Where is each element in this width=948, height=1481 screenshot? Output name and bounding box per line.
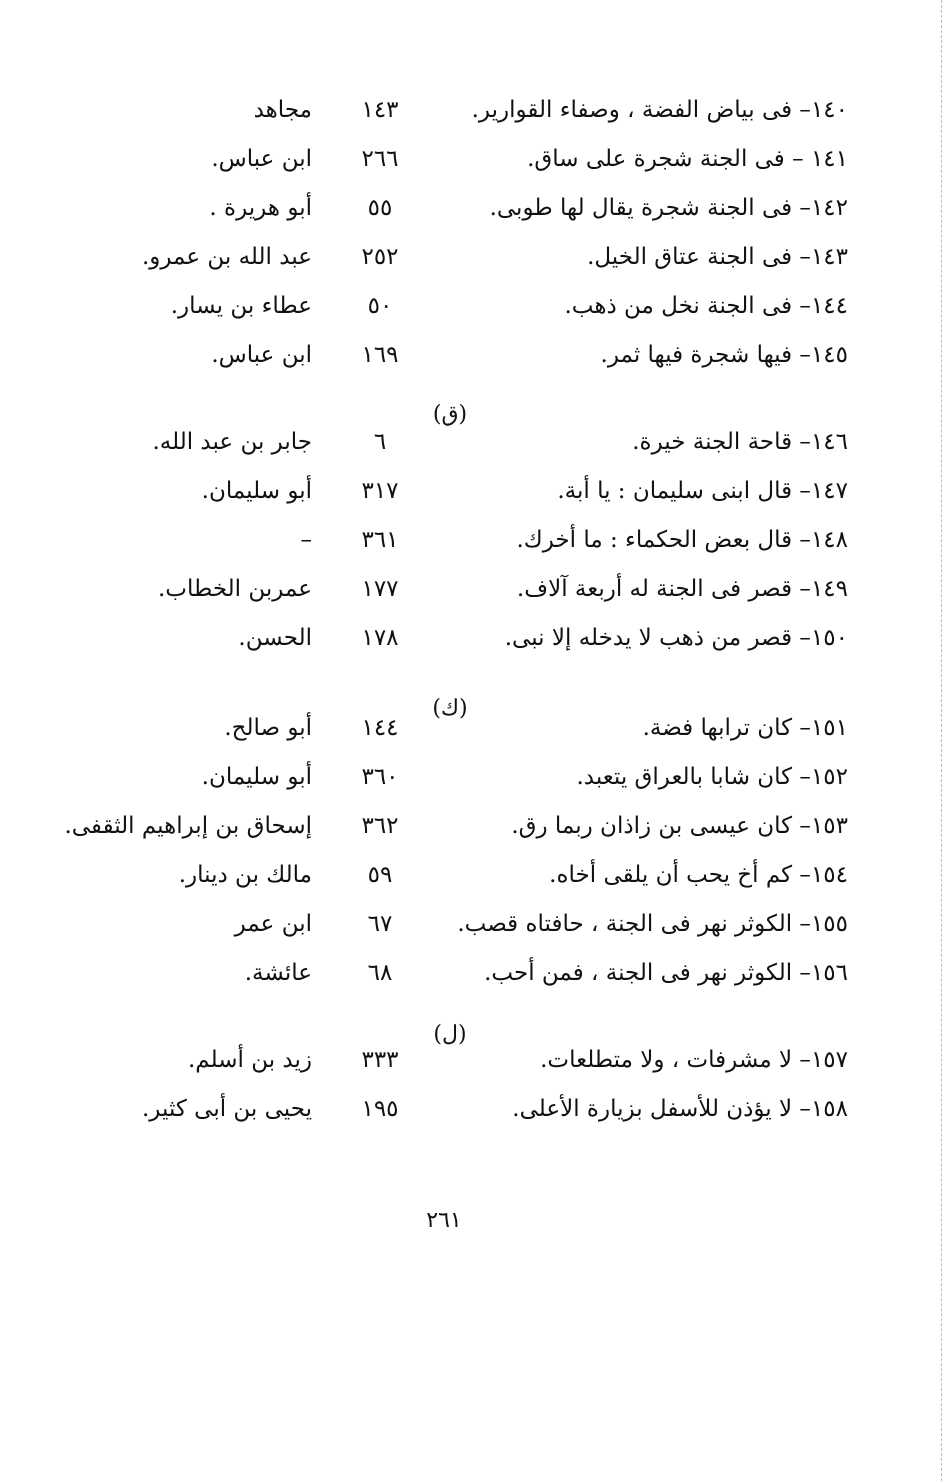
index-entry bbox=[0, 565, 948, 614]
entry-page-number: ١٧٨ bbox=[361, 625, 399, 651]
entry-narrator: – bbox=[300, 527, 312, 553]
entry-narrator: جابر بن عبد الله. bbox=[152, 429, 312, 455]
entry-page-number: ١٤٤ bbox=[361, 715, 399, 741]
index-entry bbox=[0, 704, 948, 753]
scan-edge-line bbox=[941, 0, 942, 1481]
entry-title: ١٥٦– الكوثر نهر فى الجنة ، فمن أحب. bbox=[484, 960, 848, 986]
index-section bbox=[0, 418, 948, 663]
entry-narrator: مجاهد bbox=[253, 97, 312, 123]
entry-title: ١٥٠– قصر من ذهب لا يدخله إلا نبى. bbox=[504, 625, 848, 651]
entry-page-number: ٣٦٠ bbox=[361, 764, 399, 790]
entry-page-number: ٣٣٣ bbox=[361, 1047, 399, 1073]
entry-narrator: يحيى بن أبى كثير. bbox=[142, 1096, 312, 1122]
entry-page-number: ٦٨ bbox=[367, 960, 393, 986]
entry-page-number: ١٧٧ bbox=[361, 576, 399, 602]
index-entry bbox=[0, 233, 948, 282]
index-entry bbox=[0, 184, 948, 233]
entry-title: ١٥٢– كان شابا بالعراق يتعبد. bbox=[576, 764, 848, 790]
entry-page-number: ٣٦١ bbox=[361, 527, 399, 553]
page-number: ٢٦١ bbox=[426, 1208, 462, 1233]
index-entry bbox=[0, 949, 948, 998]
index-entry bbox=[0, 851, 948, 900]
index-entry bbox=[0, 753, 948, 802]
entry-page-number: ٢٦٦ bbox=[361, 146, 399, 172]
entry-narrator: عبد الله بن عمرو. bbox=[141, 244, 312, 270]
entry-narrator: عائشة. bbox=[244, 960, 312, 986]
index-section bbox=[0, 1036, 948, 1134]
entry-title: ١٤٧– قال ابنى سليمان : يا أبة. bbox=[557, 478, 848, 504]
entry-title: ١٤٤– فى الجنة نخل من ذهب. bbox=[564, 293, 848, 319]
entry-page-number: ٥٠ bbox=[367, 293, 393, 319]
entry-page-number: ٥٥ bbox=[367, 195, 393, 221]
entry-narrator: زيد بن أسلم. bbox=[187, 1047, 312, 1073]
entry-narrator: إسحاق بن إبراهيم الثقفى. bbox=[64, 813, 312, 839]
entry-narrator: ابن عباس. bbox=[211, 342, 312, 368]
entry-narrator: أبو سليمان. bbox=[201, 764, 312, 790]
index-entry bbox=[0, 418, 948, 467]
entry-title: ١٤٢– فى الجنة شجرة يقال لها طوبى. bbox=[489, 195, 848, 221]
entry-title: ١٤٩– قصر فى الجنة له أربعة آلاف. bbox=[516, 576, 848, 602]
entry-page-number: ١٩٥ bbox=[361, 1096, 399, 1122]
entry-title: ١٤٦– قاحة الجنة خيرة. bbox=[632, 429, 848, 455]
index-section bbox=[0, 86, 948, 380]
letter-heading-lam: (ل) bbox=[433, 1022, 467, 1047]
entry-page-number: ٢٥٢ bbox=[361, 244, 399, 270]
index-entry bbox=[0, 614, 948, 663]
entry-title: ١٤٠– فى بياض الفضة ، وصفاء القوارير. bbox=[471, 97, 848, 123]
entry-title: ١٤١ – فى الجنة شجرة على ساق. bbox=[527, 146, 848, 172]
entry-title: ١٥٤– كم أخ يحب أن يلقى أخاه. bbox=[549, 862, 848, 888]
entry-page-number: ٣١٧ bbox=[361, 478, 399, 504]
index-entry bbox=[0, 331, 948, 380]
entry-page-number: ٣٦٢ bbox=[361, 813, 399, 839]
index-entry bbox=[0, 802, 948, 851]
entry-narrator: ابن عباس. bbox=[211, 146, 312, 172]
entry-title: ١٥٣– كان عيسى بن زاذان ربما رق. bbox=[511, 813, 848, 839]
entry-narrator: أبو صالح. bbox=[224, 715, 312, 741]
entry-page-number: ١٤٣ bbox=[361, 97, 399, 123]
entry-title: ١٤٨– قال بعض الحكماء : ما أخرك. bbox=[516, 527, 848, 553]
entry-page-number: ٥٩ bbox=[367, 862, 393, 888]
entry-narrator: أبو هريرة . bbox=[209, 195, 312, 221]
entry-page-number: ١٦٩ bbox=[361, 342, 399, 368]
entry-narrator: عطاء بن يسار. bbox=[170, 293, 312, 319]
entry-title: ١٤٥– فيها شجرة فيها ثمر. bbox=[600, 342, 848, 368]
index-entry bbox=[0, 1085, 948, 1134]
entry-title: ١٥٥– الكوثر نهر فى الجنة ، حافتاه قصب. bbox=[457, 911, 848, 937]
entry-narrator: ابن عمر bbox=[234, 911, 312, 937]
letter-heading-qaf: (ق) bbox=[432, 402, 468, 427]
entry-title: ١٤٣– فى الجنة عتاق الخيل. bbox=[587, 244, 848, 270]
entry-narrator: الحسن. bbox=[238, 625, 312, 651]
index-entry bbox=[0, 900, 948, 949]
entry-page-number: ٦٧ bbox=[367, 911, 393, 937]
index-section bbox=[0, 704, 948, 998]
entry-title: ١٥١– كان ترابها فضة. bbox=[642, 715, 848, 741]
entry-title: ١٥٧– لا مشرفات ، ولا متطلعات. bbox=[540, 1047, 848, 1073]
entry-title: ١٥٨– لا يؤذن للأسفل بزيارة الأعلى. bbox=[512, 1096, 848, 1122]
index-entry bbox=[0, 1036, 948, 1085]
entry-page-number: ٦ bbox=[373, 429, 387, 455]
index-entry bbox=[0, 467, 948, 516]
index-entry bbox=[0, 86, 948, 135]
index-entry bbox=[0, 516, 948, 565]
entry-narrator: أبو سليمان. bbox=[201, 478, 312, 504]
index-entry bbox=[0, 135, 948, 184]
entry-narrator: عمربن الخطاب. bbox=[157, 576, 312, 602]
entry-narrator: مالك بن دينار. bbox=[178, 862, 312, 888]
index-entry bbox=[0, 282, 948, 331]
letter-heading-kaf: (ك) bbox=[432, 696, 468, 721]
